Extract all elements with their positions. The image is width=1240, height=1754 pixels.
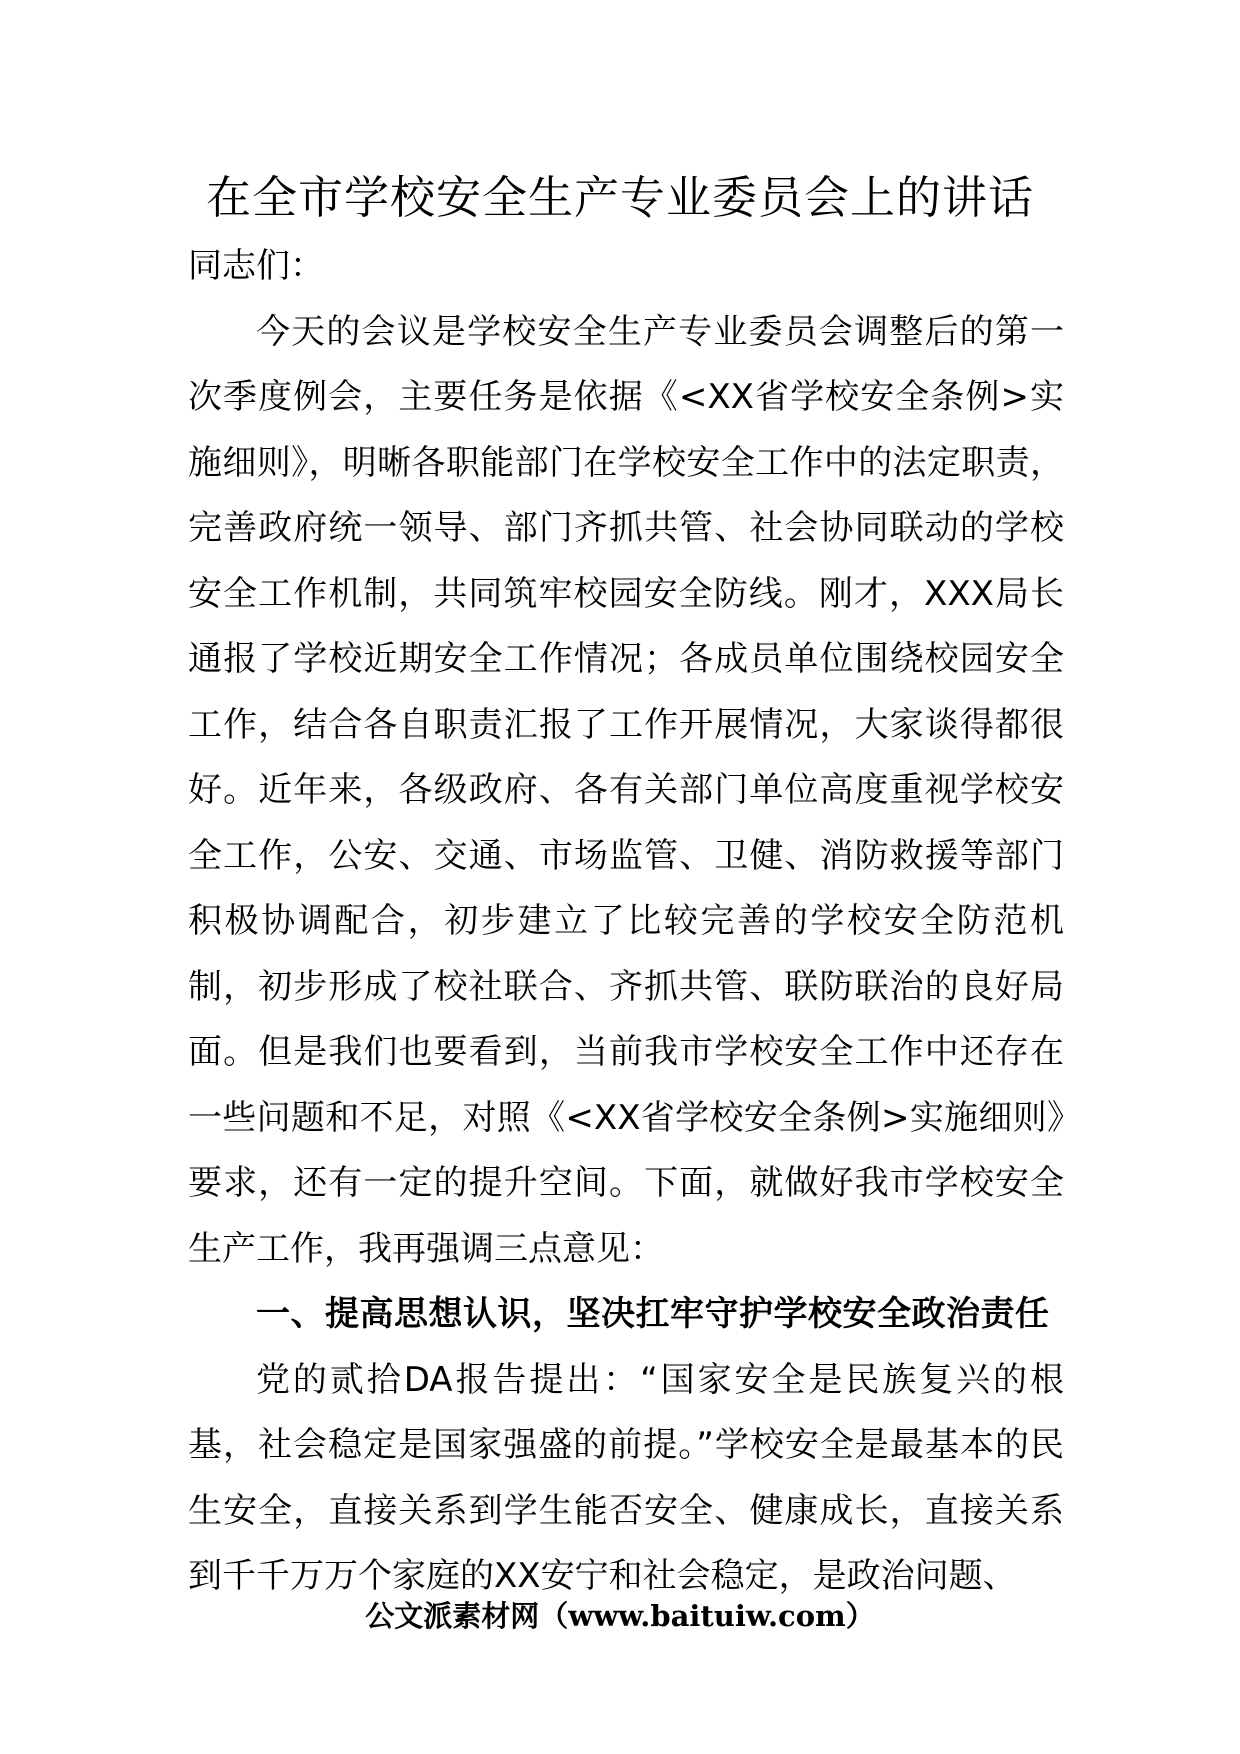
salutation: 同志们： <box>188 246 324 286</box>
section-heading: 一、提高思想认识，坚决扛牢守护学校安全政治责任 <box>256 1294 1050 1334</box>
footer-watermark: 公文派素材网（www.baituiw.com） <box>365 1599 875 1633</box>
paragraph-intro: 今天的会议是学校安全生产专业委员会调整后的第一次季度例会，主要任务是依据《<XX省学校安全条例>实施细则》，明晰各职能部门在学校安全工作中的法定职责，完善政府统一领导、部门齐抓共管、社会协同联动的学校安全工作机制，共同筑牢校园安全防线。刚才，XXX局长通报了学校近期安全工作情况；各成员单位围绕校园安全工作，结合各自职责汇报了工作开展情况，大家谈得都很好。近年来，各级政府、各有关部门单位高度重视学校安全工作，公安、交通、市场监管、卫健、消防救援等部门积极协调配合，初步建立了比较完善的学校安全防范机制，初步形成了校社联合、齐抓共管、联防联治的良好局面。但是我们也要看到，当前我市学校安全工作中还存在一些问题和不足，对照《<XX省学校安全条例>实施细则》要求，还有一定的提升空间。下面，就做好我市学校安全生产工作，我再强调三点意见： <box>188 311 1064 1269</box>
paragraph-section-one: 党的贰拾DA报告提出：“国家安全是民族复兴的根基，社会稳定是国家强盛的前提。”学校安全是最基本的民生安全，直接关系到学生能否安全、健康成长，直接关系到千千万万个家庭的XX安宁和社会稳定，是政治问题、 <box>188 1359 1064 1596</box>
document-body <box>188 234 1064 1610</box>
document-title: 在全市学校安全生产专业委员会上的讲话 <box>205 171 1034 224</box>
